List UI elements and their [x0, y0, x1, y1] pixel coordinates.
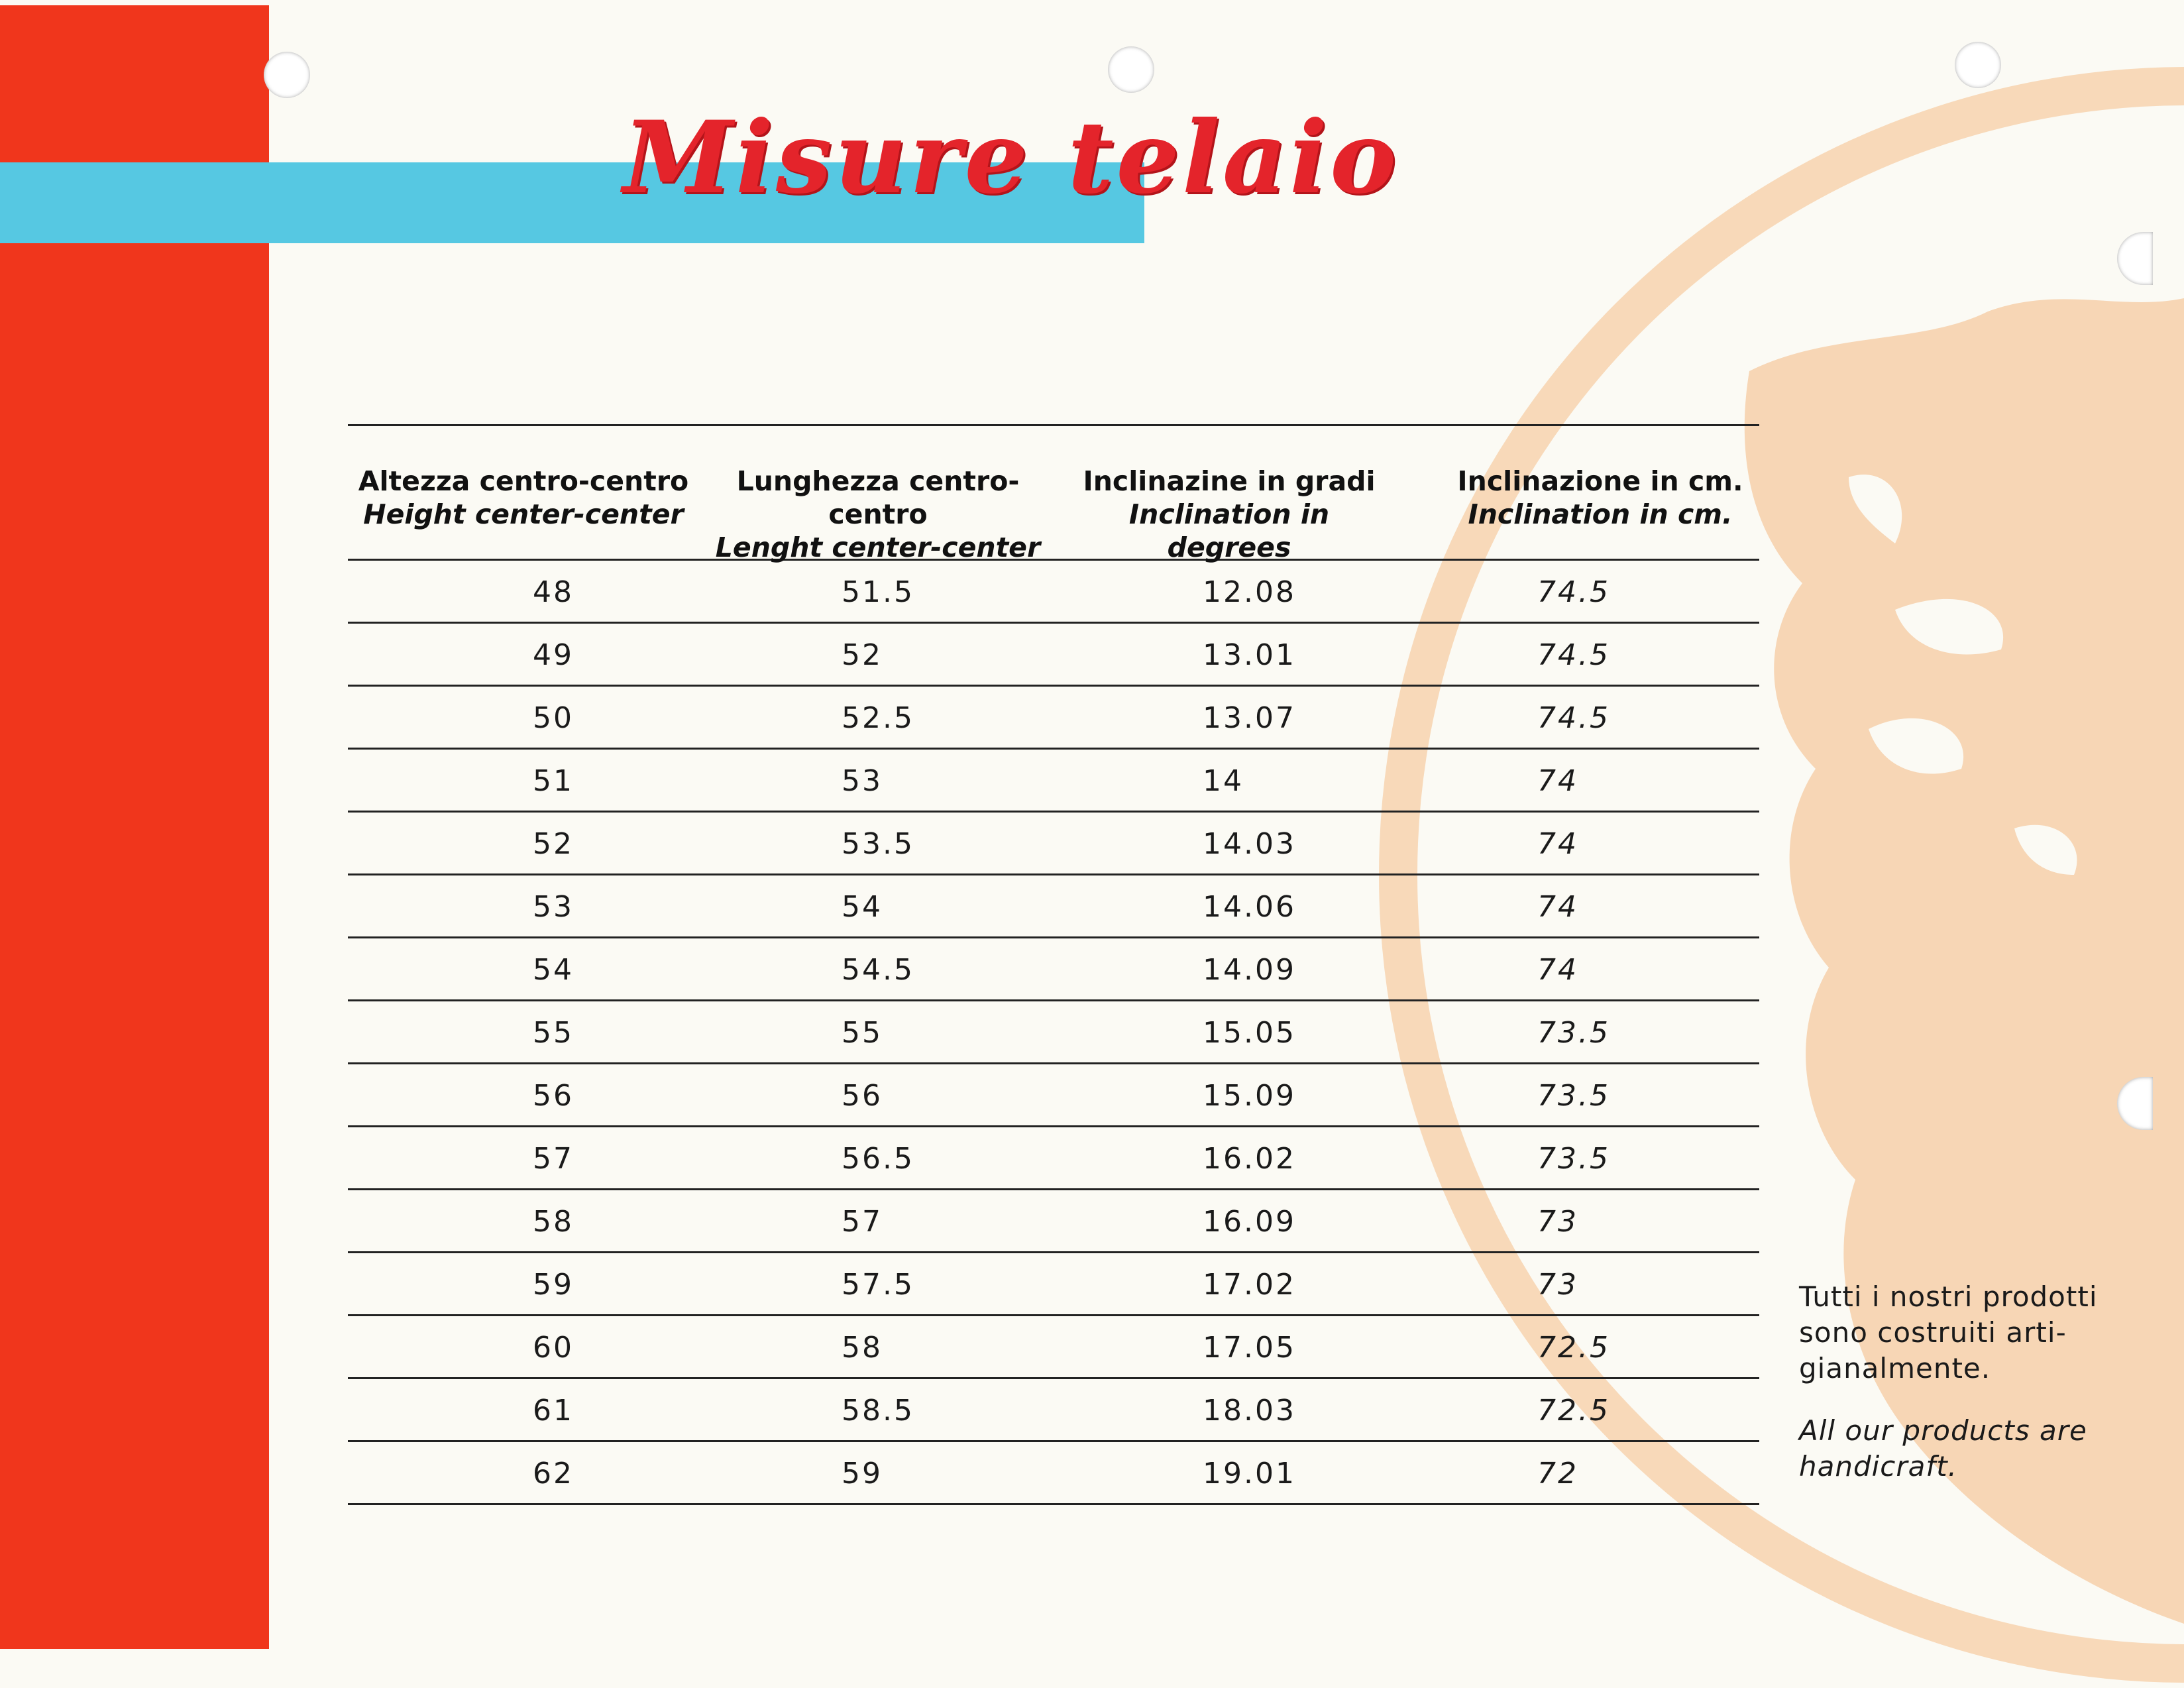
table-cell: 74.5 — [1537, 701, 1610, 735]
table-cell: 14.03 — [1203, 827, 1296, 861]
table-cell: 59 — [842, 1457, 883, 1491]
table-cell: 74 — [1537, 890, 1578, 924]
column-header-height: Altezza centro-centro Height center-center — [358, 465, 689, 530]
table-cell: 16.09 — [1203, 1205, 1296, 1239]
table-row — [348, 1253, 1759, 1316]
table-cell: 52 — [533, 827, 574, 861]
table-cell: 17.05 — [1203, 1331, 1296, 1365]
table-cell: 17.02 — [1203, 1268, 1296, 1302]
table-cell: 57 — [842, 1205, 883, 1239]
binder-hole — [1955, 42, 2001, 88]
table-row — [348, 561, 1759, 624]
table-cell: 74 — [1537, 953, 1578, 987]
column-header-degrees: Inclinazine in gradi Inclination in degrees — [1083, 465, 1376, 563]
table-cell: 56 — [533, 1079, 574, 1113]
table-row — [348, 687, 1759, 750]
table-cell: 58 — [842, 1331, 883, 1365]
table-cell: 12.08 — [1203, 575, 1296, 609]
table-cell: 13.01 — [1203, 638, 1296, 672]
table-cell: 55 — [842, 1016, 883, 1050]
table-row — [348, 1001, 1759, 1064]
table-cell: 62 — [533, 1457, 574, 1491]
table-cell: 56 — [842, 1079, 883, 1113]
table-cell: 14.06 — [1203, 890, 1296, 924]
table-cell: 74 — [1537, 764, 1578, 798]
table-cell: 14 — [1203, 764, 1244, 798]
table-row — [348, 624, 1759, 687]
table-cell: 54.5 — [842, 953, 914, 987]
table-cell: 57.5 — [842, 1268, 914, 1302]
table-row — [348, 875, 1759, 938]
table-cell: 54 — [533, 953, 574, 987]
table-cell: 59 — [533, 1268, 574, 1302]
binder-hole — [1108, 46, 1154, 93]
table-row — [348, 1316, 1759, 1379]
column-header-cm: Inclinazione in cm. Inclination in cm. — [1457, 465, 1743, 530]
table-cell: 14.09 — [1203, 953, 1296, 987]
table-cell: 51 — [533, 764, 574, 798]
table-cell: 74.5 — [1537, 638, 1610, 672]
table-cell: 74.5 — [1537, 575, 1610, 609]
table-row — [348, 1064, 1759, 1127]
table-cell: 73.5 — [1537, 1079, 1610, 1113]
table-cell: 54 — [842, 890, 883, 924]
table-cell: 52 — [842, 638, 883, 672]
table-row — [348, 1127, 1759, 1190]
table-cell: 61 — [533, 1394, 574, 1428]
table-cell: 73 — [1537, 1205, 1578, 1239]
table-cell: 15.05 — [1203, 1016, 1296, 1050]
table-row — [348, 1190, 1759, 1253]
table-cell: 52.5 — [842, 701, 914, 735]
table-row — [348, 750, 1759, 813]
frame-size-table — [348, 424, 1759, 1505]
table-cell: 55 — [533, 1016, 574, 1050]
table-cell: 50 — [533, 701, 574, 735]
table-cell: 72 — [1537, 1457, 1578, 1491]
page-title: Misure telaio — [623, 99, 1399, 216]
red-side-band — [0, 5, 269, 1649]
table-cell: 72.5 — [1537, 1394, 1610, 1428]
table-cell: 51.5 — [842, 575, 914, 609]
binder-hole — [264, 52, 310, 98]
table-row — [348, 813, 1759, 875]
table-cell: 18.03 — [1203, 1394, 1296, 1428]
table-cell: 53 — [533, 890, 574, 924]
table-header — [348, 424, 1759, 561]
table-cell: 58.5 — [842, 1394, 914, 1428]
table-cell: 60 — [533, 1331, 574, 1365]
table-cell: 73 — [1537, 1268, 1578, 1302]
table-cell: 13.07 — [1203, 701, 1296, 735]
table-cell: 58 — [533, 1205, 574, 1239]
table-cell: 16.02 — [1203, 1142, 1296, 1176]
table-cell: 53.5 — [842, 827, 914, 861]
table-cell: 49 — [533, 638, 574, 672]
table-cell: 15.09 — [1203, 1079, 1296, 1113]
table-row — [348, 1379, 1759, 1442]
table-row — [348, 1442, 1759, 1505]
table-cell: 48 — [533, 575, 574, 609]
table-cell: 74 — [1537, 827, 1578, 861]
table-cell: 56.5 — [842, 1142, 914, 1176]
table-cell: 73.5 — [1537, 1142, 1610, 1176]
note-italian: Tutti i nostri prodotti sono costruiti arti-gianalmente. — [1799, 1280, 2098, 1384]
table-cell: 72.5 — [1537, 1331, 1610, 1365]
table-row — [348, 938, 1759, 1001]
table-cell: 57 — [533, 1142, 574, 1176]
table-cell: 19.01 — [1203, 1457, 1296, 1491]
handicraft-note — [1799, 1279, 2117, 1485]
note-english: All our products are handicraft. — [1799, 1414, 2087, 1483]
table-body — [348, 561, 1759, 1505]
column-header-length: Lunghezza centro-centro Lenght center-center — [715, 465, 1041, 563]
table-cell: 53 — [842, 764, 883, 798]
table-cell: 73.5 — [1537, 1016, 1610, 1050]
